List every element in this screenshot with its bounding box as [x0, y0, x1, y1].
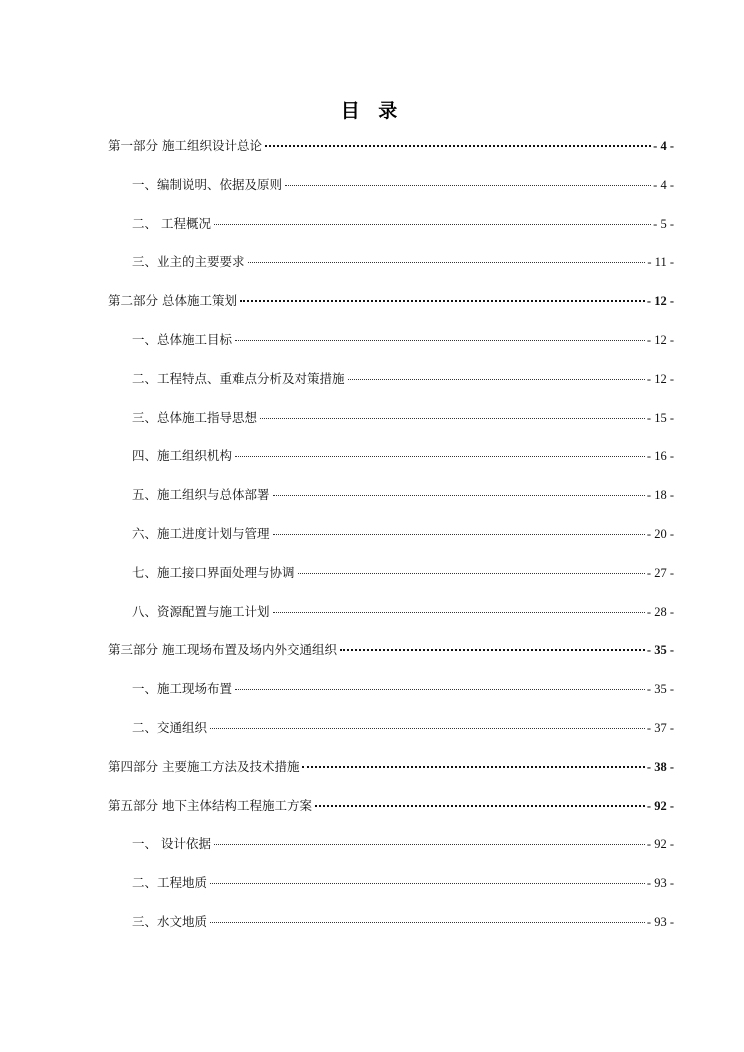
toc-entry-page: - 38 - [646, 759, 674, 774]
toc-entry-label: 二、工程特点、重难点分析及对策措施 [132, 370, 345, 386]
toc-leader-dots [315, 796, 645, 807]
toc-leader-dots [348, 370, 645, 380]
toc-entry-label: 一、 设计依据 [132, 836, 211, 852]
toc-entry-label: 七、施工接口界面处理与协调 [132, 564, 295, 580]
toc-entry-page: - 4 - [653, 139, 674, 153]
toc-leader-dots [210, 874, 645, 884]
toc-leader-dots [273, 486, 645, 496]
toc-entry-label: 第二部分 总体施工策划 [108, 293, 237, 309]
toc-entry[interactable] [108, 873, 674, 912]
toc-leader-dots [273, 603, 645, 613]
toc-entry[interactable] [108, 485, 674, 524]
toc-entry-page: - 5 - [653, 216, 674, 231]
toc-leader-dots [285, 176, 651, 186]
toc-entry-page: - 93 - [646, 876, 674, 891]
toc-entry-page: - 92 - [646, 837, 674, 852]
toc-leader-dots [214, 215, 651, 225]
toc-entry-page: - 12 - [646, 294, 674, 309]
toc-leader-dots [302, 757, 644, 768]
toc-leader-dots [265, 136, 651, 147]
toc-entry-page: - 20 - [646, 526, 674, 541]
toc-entry-label: 第三部分 施工现场布置及场内外交通组织 [108, 642, 337, 658]
toc-leader-dots [214, 835, 645, 845]
toc-entry-label: 四、施工组织机构 [132, 448, 233, 464]
toc-entry-page: - 93 - [646, 914, 674, 929]
toc-leader-dots [235, 331, 645, 341]
toc-entry[interactable] [108, 214, 674, 253]
toc-entry-page: - 4 - [653, 177, 674, 192]
toc-entry-label: 二、工程地质 [132, 875, 208, 891]
toc-entry[interactable] [108, 446, 674, 485]
toc-entry-label: 三、业主的主要要求 [132, 254, 245, 270]
toc-entry-page: - 11 - [647, 255, 674, 270]
toc-entry[interactable] [108, 408, 674, 447]
toc-leader-dots [260, 409, 645, 419]
toc-entry-page: - 37 - [646, 720, 674, 735]
toc-leader-dots [210, 913, 645, 923]
toc-entry-page: - 15 - [646, 410, 674, 425]
toc-entry-label: 一、总体施工目标 [132, 331, 233, 347]
toc-entry-label: 八、资源配置与施工计划 [132, 603, 270, 619]
toc-entry-label: 三、水文地质 [132, 913, 208, 929]
toc-entry[interactable] [108, 136, 674, 175]
toc-entry-label: 六、施工进度计划与管理 [132, 525, 270, 541]
toc-entry[interactable] [108, 796, 674, 835]
toc-entry-label: 三、总体施工指导思想 [132, 409, 258, 425]
toc-entry-page: - 28 - [646, 604, 674, 619]
toc-entry[interactable] [108, 679, 674, 718]
toc-entry-page: - 35 - [646, 682, 674, 697]
toc-entry-label: 二、交通组织 [132, 719, 208, 735]
toc-entry[interactable] [108, 602, 674, 641]
toc-entry[interactable] [108, 640, 674, 679]
toc-title: 目 录 [340, 100, 404, 122]
toc-entry[interactable] [108, 757, 674, 796]
toc-entry[interactable] [108, 330, 674, 369]
toc-entry[interactable] [108, 912, 674, 951]
toc-entry-label: 第五部分 地下主体结构工程施工方案 [108, 797, 312, 813]
toc-leader-dots [235, 680, 645, 690]
toc-entry[interactable] [108, 291, 674, 330]
toc-entry-label: 第一部分 施工组织设计总论 [108, 138, 262, 153]
toc-entry[interactable] [108, 563, 674, 602]
toc-entry[interactable] [108, 369, 674, 408]
toc-entry-label: 第四部分 主要施工方法及技术措施 [108, 758, 300, 774]
toc-entry-page: - 12 - [646, 371, 674, 386]
toc-entry-label: 五、施工组织与总体部署 [132, 487, 270, 503]
toc-leader-dots [240, 291, 645, 302]
toc-entry-label: 一、编制说明、依据及原则 [132, 176, 283, 192]
toc-entry-page: - 35 - [646, 643, 674, 658]
toc-leader-dots [235, 447, 645, 457]
toc-entry[interactable] [108, 834, 674, 873]
toc-entry-page: - 18 - [646, 488, 674, 503]
toc-entry[interactable] [108, 718, 674, 757]
table-of-contents [108, 136, 674, 951]
toc-leader-dots [298, 564, 645, 574]
toc-leader-dots [248, 253, 646, 263]
toc-leader-dots [273, 525, 645, 535]
toc-entry-label: 二、 工程概况 [132, 215, 211, 231]
toc-leader-dots [340, 640, 645, 651]
toc-entry-page: - 12 - [646, 332, 674, 347]
toc-entry[interactable] [108, 252, 674, 291]
toc-entry-page: - 16 - [646, 449, 674, 464]
toc-entry-page: - 27 - [646, 565, 674, 580]
toc-entry-label: 一、施工现场布置 [132, 681, 233, 697]
toc-entry-page: - 92 - [646, 798, 674, 813]
toc-leader-dots [210, 719, 645, 729]
toc-entry[interactable] [108, 524, 674, 563]
toc-entry[interactable] [108, 175, 674, 214]
